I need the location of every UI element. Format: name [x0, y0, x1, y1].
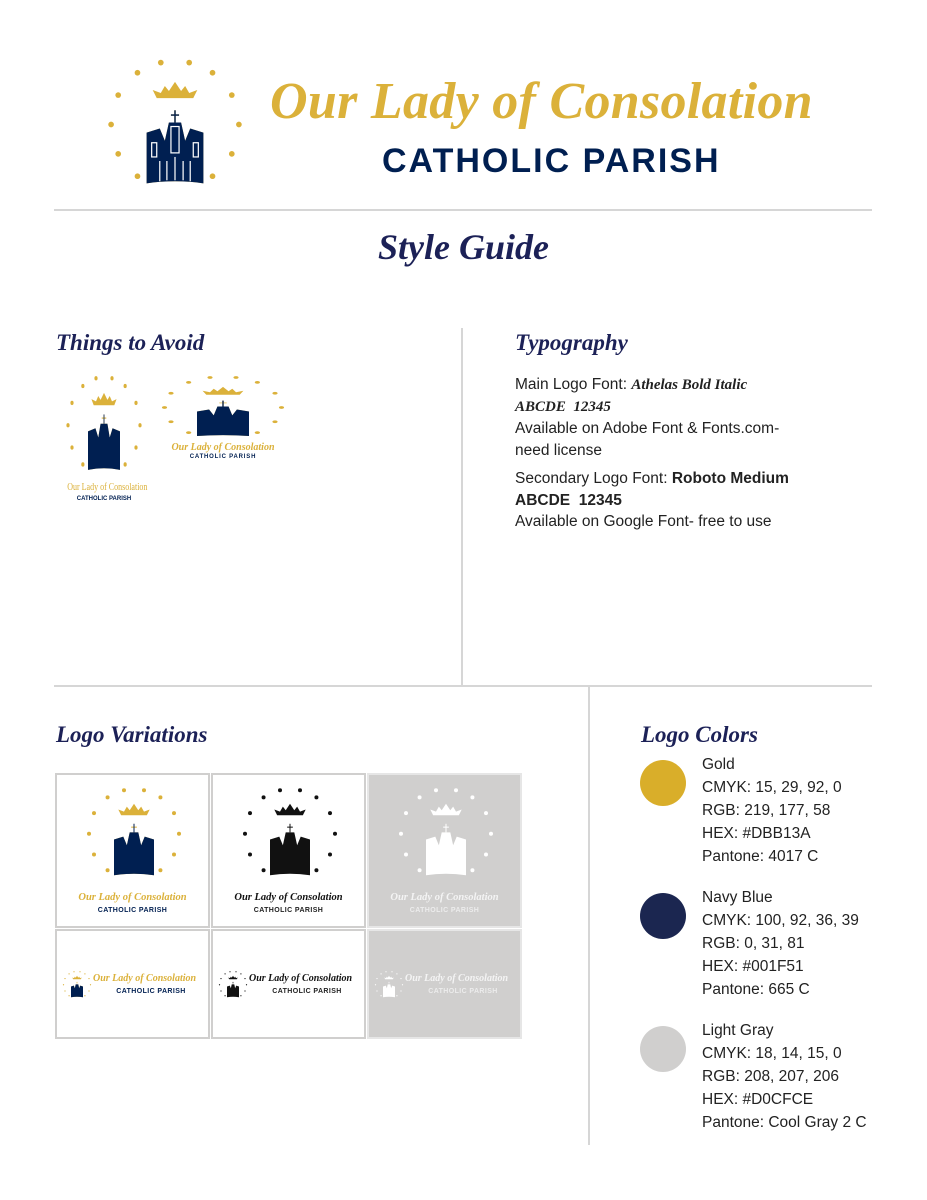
section-divider-vertical-top [461, 328, 463, 686]
color-pantone: Pantone: 4017 C [702, 848, 819, 865]
tile-name: Our Lady of Consolation [405, 973, 509, 984]
color-rgb: RGB: 208, 207, 206 [702, 1068, 840, 1085]
color-cmyk: CMYK: 18, 14, 15, 0 [702, 1045, 842, 1062]
color-info [702, 1019, 867, 1134]
navy-swatch [640, 893, 686, 939]
logo-variations-heading: Logo Variations [56, 722, 208, 747]
logo-mark-icon [218, 971, 248, 999]
logo-variation-black-horizontal [211, 929, 366, 1039]
color-rgb: RGB: 0, 31, 81 [702, 935, 805, 952]
avoid-example-name: Our Lady of Consolation [171, 442, 275, 453]
avoid-example-stretched [158, 376, 288, 466]
color-rgb: RGB: 219, 177, 58 [702, 802, 831, 819]
tile-subtitle: CATHOLIC PARISH [253, 907, 324, 914]
main-font-name: Athelas Bold Italic [631, 377, 748, 393]
brand-subtitle: CATHOLIC PARISH [382, 142, 721, 180]
logo-mark-icon [84, 787, 184, 882]
brand-name: Our Lady of Consolation [270, 73, 813, 130]
color-hex: HEX: #001F51 [702, 958, 804, 975]
page-title: Style Guide [378, 227, 549, 267]
secondary-font-name: Roboto Medium [671, 470, 789, 487]
color-name: Navy Blue [702, 889, 773, 906]
things-to-avoid-heading: Things to Avoid [56, 330, 205, 355]
header-divider [54, 209, 872, 211]
avoid-example-name: Our Lady of Consolation [67, 482, 148, 493]
tile-subtitle: CATHOLIC PARISH [409, 907, 480, 914]
tile-subtitle: CATHOLIC PARISH [428, 988, 498, 995]
tile-name: Our Lady of Consolation [93, 973, 197, 984]
avoid-example-squished [64, 376, 148, 506]
logo-variation-full-color-horizontal [55, 929, 210, 1039]
color-hex: HEX: #D0CFCE [702, 1091, 814, 1108]
logo-variation-white-horizontal [367, 929, 522, 1039]
secondary-font-sample: ABCDE 12345 [515, 491, 622, 509]
color-cmyk: CMYK: 100, 92, 36, 39 [702, 912, 859, 929]
tile-name: Our Lady of Consolation [249, 973, 353, 984]
logo-variation-full-color-stacked [55, 773, 210, 928]
tile-subtitle: CATHOLIC PARISH [272, 988, 342, 995]
section-divider-horizontal [54, 685, 872, 687]
color-info [702, 753, 842, 868]
typography-heading: Typography [515, 330, 628, 355]
logo-mark-icon [64, 376, 144, 476]
tile-name: Our Lady of Consolation [390, 892, 499, 903]
color-hex: HEX: #DBB13A [702, 825, 811, 842]
logo-mark-icon [62, 971, 92, 999]
color-info [702, 886, 859, 1001]
logo-colors-heading: Logo Colors [641, 722, 758, 747]
logo-mark-icon [396, 787, 496, 882]
tile-name: Our Lady of Consolation [234, 892, 343, 903]
section-divider-vertical-bottom [588, 686, 590, 1145]
main-font-label: Main Logo Font: [515, 376, 632, 393]
avoid-example-subtitle: CATHOLIC PARISH [76, 496, 132, 502]
tile-subtitle: CATHOLIC PARISH [116, 988, 186, 995]
logo-mark-icon [374, 971, 404, 999]
church-crown-logo-icon [104, 58, 246, 193]
secondary-font-label: Secondary Logo Font: [515, 470, 672, 487]
logo-variation-white-stacked [367, 773, 522, 928]
main-font-sample: ABCDE 12345 [515, 398, 611, 415]
main-font-note: Available on Adobe Font & Fonts.com- need license [515, 420, 780, 459]
gray-swatch [640, 1026, 686, 1072]
gold-swatch [640, 760, 686, 806]
logo-mark-icon [240, 787, 340, 882]
avoid-example-subtitle: CATHOLIC PARISH [189, 454, 257, 460]
tile-subtitle: CATHOLIC PARISH [97, 907, 168, 914]
color-pantone: Pantone: 665 C [702, 981, 810, 998]
secondary-font-line [515, 468, 855, 490]
tile-name: Our Lady of Consolation [78, 892, 187, 903]
logo-variation-black-stacked [211, 773, 366, 928]
header-logo-mark [104, 58, 246, 193]
logo-mark-icon [158, 376, 288, 440]
color-name: Light Gray [702, 1022, 774, 1039]
secondary-font-note: Available on Google Font- free to use [515, 513, 772, 530]
main-font-line [515, 374, 855, 397]
color-name: Gold [702, 756, 735, 773]
color-cmyk: CMYK: 15, 29, 92, 0 [702, 779, 842, 796]
color-pantone: Pantone: Cool Gray 2 C [702, 1114, 867, 1131]
typography-content [515, 374, 855, 533]
